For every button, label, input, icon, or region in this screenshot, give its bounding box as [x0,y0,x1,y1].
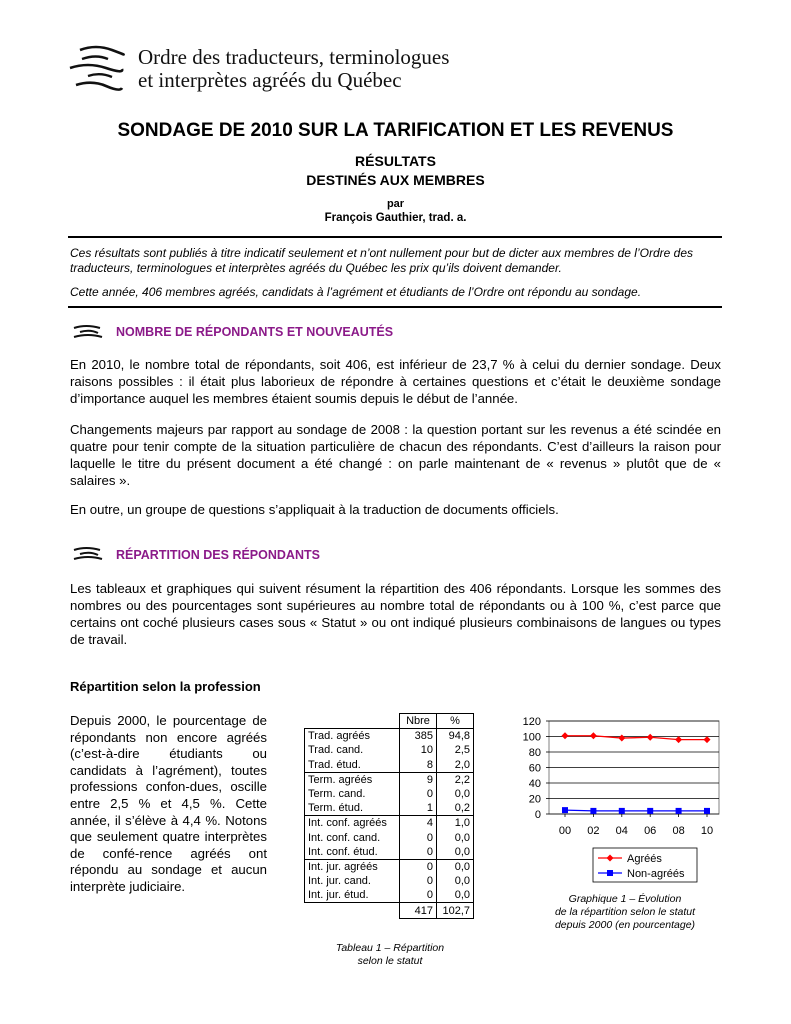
table-cell-label: Int. jur. étud. [305,888,400,903]
table-cell-label: Int. conf. cand. [305,831,400,845]
legend-marker-non-agrees [607,870,613,876]
org-name-line1: Ordre des traducteurs, terminologues [138,45,450,69]
table-row [305,787,474,801]
table-cell-label: Int. jur. cand. [305,874,400,888]
table-cell-count: 4 [400,816,437,831]
table-cell-percent: 0,0 [437,859,474,874]
y-tick-label: 60 [528,762,541,775]
table-row [305,859,474,874]
table-cell-percent: 0,2 [437,801,474,816]
table-cell-percent: 2,5 [437,743,474,757]
table-cell-percent: 0,0 [437,787,474,801]
paragraph-distribution: Les tableaux et graphiques qui suivent résument la répartition des 406 répondants. Lorsque les sommes des nombres ou des pourcentages sont supérieures au nombre total de répondants ou à 100 %, c’est parce que certains ont coché plusieurs cases sous « Statut » ou ont indiqué plusieurs combinaisons de langues ou types de travail. [70,581,721,647]
table-cell-count: 0 [400,845,437,860]
x-tick-label: 06 [644,825,657,837]
table-total-percent: 102,7 [437,903,474,918]
legend-label: Non-agréés [627,868,685,880]
section-bullet-icon [72,546,104,562]
status-table [304,713,474,919]
table-cell-count: 9 [400,772,437,787]
status-evolution-chart [505,708,730,888]
table-cell-percent: 2,0 [437,758,474,773]
legend-label: Agréés [627,853,662,865]
table-cell-count: 0 [400,888,437,903]
table-header-percent: % [437,714,474,729]
table-cell-label: Int. jur. agréés [305,859,400,874]
table-caption-line1: Tableau 1 – Répartition [335,942,445,954]
x-tick-label: 08 [672,825,685,837]
chart-caption [525,893,725,932]
table-corner [305,714,400,729]
table-row [305,743,474,757]
table-total-spacer [305,903,400,918]
table-row [305,758,474,773]
table-cell-percent: 0,0 [437,888,474,903]
table-caption [320,942,460,968]
table-cell-count: 10 [400,743,437,757]
table-row [305,888,474,903]
data-point-non-agrees [704,808,710,814]
table-cell-count: 0 [400,874,437,888]
table-row [305,772,474,787]
y-tick-label: 120 [522,716,541,728]
table-cell-label: Int. conf. étud. [305,845,400,860]
intro-disclaimer: Ces résultats sont publiés à titre indicatif seulement et n’ont nullement pour but de dicter aux membres de l’Ordre des traducteurs, terminologues et interprètes agréés du Québec les prix qu’ils doivent demander. [70,246,693,275]
author: François Gauthier, trad. a. [324,212,467,224]
table-cell-count: 0 [400,831,437,845]
section-heading-distribution: RÉPARTITION DES RÉPONDANTS [116,548,320,562]
table-cell-label: Trad. cand. [305,743,400,757]
y-tick-label: 0 [534,809,541,821]
paragraph-respondents: En 2010, le nombre total de répondants, soit 406, est inférieur de 23,7 % à celui du dernier sondage. Deux raisons possibles : il était plus laborieux de répondre à certaines questions et c’était le deuxième sondage d’importance auquel les membres étaient soumis depuis le début de l’année. [70,357,721,406]
table-row [305,816,474,831]
table-row [305,801,474,816]
divider-bottom [68,306,722,308]
table-row [305,729,474,744]
intro-respondents: Cette année, 406 membres agréés, candidats à l’agrément et étudiants de l’Ordre ont répondu au sondage. [70,285,642,299]
table-cell-count: 385 [400,729,437,744]
table-cell-count: 0 [400,787,437,801]
x-tick-label: 00 [558,825,572,837]
org-name [138,46,449,92]
subsection-heading: Répartition selon la profession [70,679,261,694]
divider-top [68,236,722,238]
x-tick-label: 04 [615,825,628,837]
org-name-line2: et interprètes agréés du Québec [138,68,402,92]
table-caption-line2: selon le statut [357,955,423,967]
data-point-non-agrees [676,808,682,814]
table-cell-percent: 0,0 [437,845,474,860]
table-cell-count: 1 [400,801,437,816]
otiaq-logo [66,42,128,94]
x-tick-label: 02 [587,825,600,837]
table-cell-count: 8 [400,758,437,773]
table-cell-percent: 1,0 [437,816,474,831]
table-cell-percent: 0,0 [437,874,474,888]
table-row [305,831,474,845]
y-tick-label: 80 [528,747,541,759]
table-cell-label: Term. agréés [305,772,400,787]
subtitle-results: RÉSULTATS [355,153,436,169]
table-cell-label: Term. étud. [305,801,400,816]
table-cell-label: Trad. agréés [305,729,400,744]
chart-caption-line2: de la répartition selon le statut [554,906,696,918]
table-cell-percent: 2,2 [437,772,474,787]
y-tick-label: 40 [528,778,541,790]
y-tick-label: 100 [522,731,541,744]
table-header-count: Nbre [400,714,437,729]
data-point-non-agrees [562,807,568,813]
y-tick-label: 20 [528,793,541,806]
data-point-non-agrees [590,808,596,814]
table-cell-count: 0 [400,859,437,874]
paragraph-profession: Depuis 2000, le pourcentage de répondants non encore agréés (c’est-à-dire étudiants ou candidats à l’agrément), toutes professions confon-dues, oscille entre 2,5 % et 4,5 %. Cette année, il s’élève à 4,4 %. Notons que seulement quatre interprètes de confé-rence agréés ont répondu au sondage et aucun interprète judiciaire. [70,713,267,894]
x-tick-label: 10 [700,825,714,837]
table-row [305,874,474,888]
paragraph-official-docs: En outre, un groupe de questions s’appliquait à la traduction de documents officiels. [70,502,559,517]
paragraph-changes: Changements majeurs par rapport au sondage de 2008 : la question portant sur les revenus a été scindée en quatre pour tenir compte de la situation particulière de chacun des répondants. C’est d’ailleurs la raison pour laquelle le titre du présent document a été changé : on parle maintenant de « revenus » plutôt que de « salaires ». [70,422,721,488]
data-point-non-agrees [619,808,625,814]
page-title: SONDAGE DE 2010 SUR LA TARIFICATION ET LES REVENUS [117,120,674,141]
table-total-count: 417 [400,903,437,918]
chart-caption-line3: depuis 2000 (en pourcentage) [554,919,696,931]
table-row [305,845,474,860]
table-cell-label: Trad. étud. [305,758,400,773]
subtitle-members: DESTINÉS AUX MEMBRES [306,172,485,188]
by-line: par [386,198,405,210]
section-heading-respondents: NOMBRE DE RÉPONDANTS ET NOUVEAUTÉS [116,325,394,339]
table-cell-percent: 0,0 [437,831,474,845]
section-bullet-icon [72,324,104,340]
chart-caption-line1: Graphique 1 – Évolution [568,893,682,905]
table-cell-label: Int. conf. agréés [305,816,400,831]
data-point-non-agrees [647,808,653,814]
table-cell-percent: 94,8 [437,729,474,744]
table-cell-label: Term. cand. [305,787,400,801]
table-total-row [305,903,474,918]
